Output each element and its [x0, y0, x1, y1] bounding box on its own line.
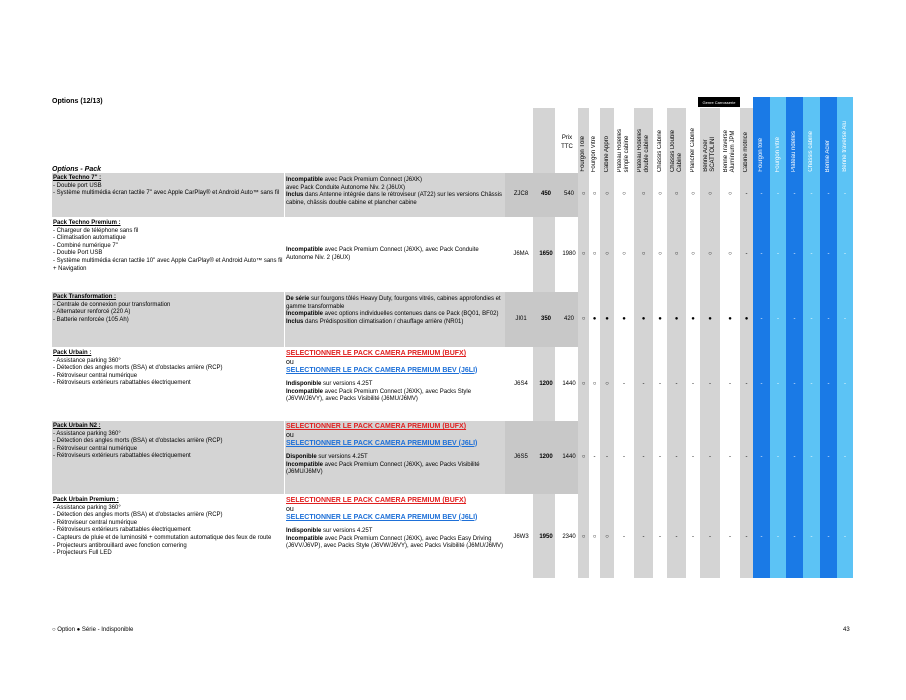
table-row [52, 218, 853, 292]
electric-availability-mark: - [844, 315, 846, 322]
electric-availability-mark: - [827, 533, 830, 540]
availability-mark: - [692, 533, 694, 540]
pack-item: - Détection des angles morts (BSA) et d'obstacles arrière (RCP) [53, 365, 223, 372]
price-ttc: 2340 [562, 533, 576, 540]
note-keyword: Incompatible [286, 388, 324, 395]
availability-mark: ● [658, 315, 662, 322]
pack-item: - Rétroviseurs extérieurs rabattables électriquement [53, 380, 191, 387]
availability-mark: ○ [581, 251, 586, 257]
availability-mark: - [745, 380, 748, 387]
availability-mark: ○ [605, 191, 609, 197]
availability-mark: - [745, 533, 748, 540]
column-header [653, 108, 667, 172]
electric-availability-mark: - [827, 191, 830, 197]
availability-mark: ○ [592, 380, 597, 387]
pack-item: - Projecteurs antibrouillard avec fonction cornering [53, 542, 187, 549]
select-pack-camera-bev-link[interactable]: SELECTIONNER LE PACK CAMERA PREMIUM BEV (J6LI) [286, 439, 478, 447]
price-ht: 450 [540, 191, 551, 197]
pack-item: - Projecteurs Full LED [53, 550, 112, 557]
electric-availability-mark: - [793, 533, 796, 540]
select-pack-camera-bev-link[interactable]: SELECTIONNER LE PACK CAMERA PREMIUM BEV (J6LI) [286, 513, 478, 521]
column-header [614, 108, 634, 172]
availability-mark: - [692, 380, 694, 387]
page-number: 43 [843, 627, 850, 633]
electric-availability-mark: - [760, 453, 763, 460]
availability-mark: ● [674, 315, 679, 322]
availability-mark: - [729, 533, 731, 540]
column-header [686, 108, 700, 172]
availability-mark: ○ [641, 191, 646, 197]
pack-item: - Alternateur renforcé (220 A) [53, 309, 131, 316]
price-ht: 350 [540, 315, 551, 322]
electric-availability-mark: - [810, 380, 813, 387]
legend: ○ Option ● Série - Indisponible [52, 627, 134, 633]
or-text: ou [286, 358, 294, 366]
availability-mark: - [692, 453, 694, 460]
availability-mark: ● [728, 315, 732, 322]
electric-availability-mark: - [844, 191, 846, 197]
note-line: Incompatible avec Pack Premium Connect (J6XK), avec Pack Conduite Autonome Niv. 2 (J6UX) [286, 247, 479, 261]
availability-mark: - [593, 453, 596, 460]
option-code: J6MA [513, 251, 529, 257]
electric-column-header-label: Benne Acier [825, 139, 831, 172]
pack-item: - Assistance parking 360° [53, 357, 121, 364]
availability-mark: - [745, 191, 748, 197]
availability-mark: ● [708, 315, 712, 322]
availability-mark: ○ [581, 315, 586, 322]
electric-availability-mark: - [844, 380, 846, 387]
electric-availability-mark: - [777, 533, 779, 540]
option-code: JI01 [515, 315, 527, 322]
electric-availability-mark: - [827, 315, 830, 322]
note-keyword: Incompatible [286, 535, 324, 542]
availability-mark: ○ [581, 533, 586, 540]
note-line: Incompatible avec Pack Premium Connect (J6XK), avec Packs Style (J6VW/J6VY), avec Packs Visibilité (J6MU/J6MV) [286, 388, 472, 403]
availability-mark: - [675, 533, 678, 540]
electric-availability-mark: - [827, 453, 830, 460]
electric-availability-mark: - [810, 191, 813, 197]
availability-mark: ○ [674, 251, 679, 257]
availability-mark: ○ [674, 191, 679, 197]
page-title: Options (12/13) [52, 98, 103, 105]
electric-availability-mark: - [793, 380, 796, 387]
column-header-label: Plateau Ridelles double cabine [636, 128, 650, 172]
electric-column-header-label: Plateau ridelles [791, 130, 797, 172]
availability-mark: ○ [581, 191, 586, 197]
electric-column-header-label: Benne traverse Alu [841, 121, 848, 172]
note-line: Disponible sur versions 4.25T [286, 454, 368, 460]
note-keyword: Indisponible [286, 381, 322, 387]
select-pack-camera-link[interactable]: SELECTIONNER LE PACK CAMERA PREMIUM (BUFX) [286, 497, 467, 504]
option-code: ZJC8 [513, 191, 529, 197]
electric-availability-mark: - [760, 533, 763, 540]
column-header [578, 108, 589, 172]
pack-item: - Capteurs de pluie et de luminosité + commutation automatique des feux de route [53, 534, 272, 541]
electric-availability-mark: - [777, 380, 779, 387]
note-keyword: Incompatible [286, 311, 324, 318]
price-ttc: 1440 [562, 380, 576, 387]
column-header-label: Cabine motrice [743, 131, 749, 172]
note-keyword: Incompatible [286, 461, 324, 468]
pack-item: - Rétroviseurs extérieurs rabattables électriquement [53, 453, 191, 460]
note-keyword: De série [286, 296, 310, 302]
header-prix-ttc: Prix TTC [561, 135, 573, 150]
note-keyword: Incompatible [286, 177, 324, 183]
availability-mark: ○ [605, 251, 609, 257]
pack-item: - Centrale de connexion pour transformation [53, 301, 171, 308]
pack-item: - Détection des angles morts (BSA) et d'obstacles arrière (RCP) [53, 438, 223, 445]
availability-mark: - [709, 533, 711, 540]
column-header [589, 108, 600, 172]
price-ttc: 540 [563, 191, 574, 197]
pack-name: Pack Urbain N2 : [53, 423, 101, 429]
electric-availability-mark: - [844, 533, 846, 540]
column-header [740, 108, 753, 172]
select-pack-camera-link[interactable]: SELECTIONNER LE PACK CAMERA PREMIUM (BUFX) [286, 350, 467, 357]
note-keyword: Indisponible [286, 528, 322, 534]
availability-mark: - [623, 380, 625, 387]
price-ttc: 1980 [562, 251, 576, 257]
availability-mark: ○ [691, 191, 695, 197]
pack-notes [285, 348, 505, 404]
select-pack-camera-link[interactable]: SELECTIONNER LE PACK CAMERA PREMIUM (BUFX) [286, 423, 467, 430]
electric-column-header-label: Fourgon vitré [774, 136, 781, 172]
pack-item: - Rétroviseur central numérique [53, 372, 138, 379]
pack-notes [285, 243, 505, 262]
availability-mark: ○ [622, 191, 626, 197]
pack-name: Pack Techno 7'' : [53, 175, 102, 181]
column-header-label: Châssis Double Cabine [669, 129, 683, 172]
price-ht: 1200 [539, 380, 553, 387]
electric-column-header [770, 108, 786, 172]
pack-description [52, 218, 284, 273]
or-text: ou [286, 431, 294, 439]
note-keyword: Incompatible [286, 247, 324, 253]
availability-mark: - [642, 453, 645, 460]
availability-mark: ○ [622, 251, 626, 257]
pack-item: - Système multimédia écran tactile 10'' avec Apple CarPlay® et Android Auto™ sans fil + Navigation [53, 257, 283, 272]
availability-mark: - [659, 533, 661, 540]
availability-mark: ○ [708, 251, 712, 257]
table-row [52, 173, 853, 217]
electric-column-header [753, 108, 770, 172]
electric-availability-mark: - [844, 251, 846, 257]
availability-mark: ○ [728, 251, 732, 257]
electric-availability-mark: - [760, 191, 763, 197]
column-header-label: Cabine Appro [603, 135, 610, 172]
price-ht: 1200 [539, 453, 553, 460]
column-header-label: Benne Traverse Aluminium JPM [723, 129, 736, 172]
column-header [667, 108, 686, 172]
price-ttc: 1440 [562, 453, 576, 460]
note-line: Incompatible avec options individuelles contenues dans ce Pack (BQ01, BF02) [286, 311, 499, 318]
electric-column-header-label: Fourgon tôlé [758, 138, 764, 172]
electric-availability-mark: - [810, 315, 813, 322]
column-header [700, 108, 720, 172]
electric-availability-mark: - [777, 191, 779, 197]
electric-availability-mark: - [793, 251, 796, 257]
pack-notes [285, 173, 505, 207]
availability-mark: ○ [592, 251, 597, 257]
availability-mark: ○ [605, 533, 609, 540]
availability-mark: ○ [641, 251, 646, 257]
note-line: Incompatible avec Pack Premium Connect (J6XK) [286, 177, 423, 183]
price-ttc: 420 [563, 315, 574, 322]
pack-item: - Double port USB [53, 182, 102, 189]
availability-mark: - [745, 453, 748, 460]
pack-name: Pack Urbain Premium : [53, 497, 119, 503]
availability-mark: ● [744, 315, 749, 322]
note-line: Incompatible avec Pack Premium Connect (J6XK), avec Packs Easy Driving (J6VV/J6VP), avec Packs Style (J6VW/J6VY), avec Packs Visibilité (J6MU/J6MV) [286, 535, 503, 550]
availability-mark: ○ [658, 191, 662, 197]
column-header-label: Plancher Cabine [689, 127, 696, 172]
availability-mark: ○ [658, 251, 662, 257]
note-line: Inclus dans Antenne intégrée dans le rétroviseur (AT22) sur les versions Châssis cabine, châssis double cabine et plancher cabine [286, 192, 502, 206]
note-keyword: Disponible [286, 454, 317, 460]
electric-availability-mark: - [827, 251, 830, 257]
pack-name: Pack Urbain : [53, 350, 92, 356]
pack-item: - Rétroviseurs extérieurs rabattables électriquement [53, 527, 191, 534]
availability-mark: ● [622, 315, 626, 322]
note-line: Incompatible avec Pack Premium Connect (J6XK), avec Packs Visibilité (J6MU/J6MV) [286, 461, 480, 476]
electric-column-header [820, 108, 837, 172]
column-header [634, 108, 653, 172]
select-pack-camera-bev-link[interactable]: SELECTIONNER LE PACK CAMERA PREMIUM BEV (J6LI) [286, 366, 478, 374]
availability-mark: - [642, 380, 645, 387]
option-code: J6W3 [513, 533, 529, 540]
table-row [52, 495, 853, 580]
pack-description [52, 421, 284, 461]
availability-mark: - [642, 533, 645, 540]
availability-mark: ● [592, 315, 597, 322]
note-keyword: Inclus [286, 318, 304, 325]
availability-mark: - [606, 453, 608, 460]
note-line: Inclus dans Prédisposition climatisation / chauffage arrière (NR01) [286, 318, 464, 325]
availability-mark: ○ [581, 453, 586, 460]
availability-mark: ● [641, 315, 646, 322]
availability-mark: ○ [592, 533, 597, 540]
pack-item: - Détection des angles morts (BSA) et d'obstacles arrière (RCP) [53, 512, 223, 519]
availability-mark: - [623, 453, 625, 460]
availability-mark: - [675, 380, 678, 387]
availability-mark: - [709, 380, 711, 387]
availability-mark: - [729, 453, 731, 460]
electric-availability-mark: - [810, 251, 813, 257]
electric-column-header-label: Châssis cabine [808, 131, 814, 172]
availability-mark: ○ [605, 380, 609, 387]
electric-availability-mark: - [777, 251, 779, 257]
genre-box: Genre Carrosserie [698, 97, 740, 107]
pack-name: Pack Transformation : [53, 294, 117, 300]
option-code: J6S4 [514, 380, 528, 387]
availability-mark: - [659, 453, 661, 460]
electric-availability-mark: - [844, 453, 846, 460]
column-header-label: Benne Acier SCATTOLINI [703, 137, 716, 172]
electric-availability-mark: - [793, 453, 796, 460]
availability-mark: - [729, 380, 731, 387]
pack-description [52, 348, 284, 388]
option-code: J6S5 [514, 453, 528, 460]
electric-availability-mark: - [793, 191, 796, 197]
table-row [52, 348, 853, 421]
pack-item: - Rétroviseur central numérique [53, 519, 138, 526]
electric-column-header [837, 108, 853, 172]
note-line: De série sur fourgons tôlés Heavy Duty, fourgons vitrés, cabines approfondies et gamme transformable [286, 296, 501, 310]
availability-mark: ○ [708, 191, 712, 197]
electric-availability-mark: - [760, 380, 763, 387]
availability-mark: ○ [592, 191, 597, 197]
pack-item: - Chargeur de téléphone sans fil [53, 227, 139, 234]
pack-notes [285, 421, 505, 477]
availability-mark: - [623, 533, 625, 540]
pack-item: - Assistance parking 360° [53, 504, 121, 511]
availability-mark: ● [691, 315, 695, 322]
availability-mark: ● [605, 315, 609, 322]
availability-mark: - [745, 251, 748, 257]
pack-notes [285, 495, 505, 551]
column-header-label: Fourgon Tôlé [580, 136, 586, 172]
price-ht: 1950 [539, 533, 553, 540]
or-text: ou [286, 505, 294, 513]
note-line: Indisponible sur versions 4.25T [286, 528, 373, 534]
column-header-label: Plateau Ridelles simple cabine [617, 128, 630, 172]
pack-item: - Double Port USB [53, 250, 103, 257]
table-row [52, 292, 853, 347]
pack-notes [285, 292, 505, 326]
pack-description [52, 495, 284, 558]
electric-availability-mark: - [760, 251, 763, 257]
note-line: avec Pack Conduite Autonome Niv. 2 (J6UX) [286, 184, 405, 191]
section-title: Options - Pack [52, 166, 102, 173]
column-header-label: Châssis Cabine [656, 129, 663, 172]
pack-description [52, 292, 284, 324]
availability-mark: - [659, 380, 661, 387]
availability-mark: - [675, 453, 678, 460]
pack-item: - Assistance parking 360° [53, 430, 121, 437]
column-header-label: Fourgon Vitré [591, 135, 597, 172]
pack-item: - Système multimédia écran tactile 7'' avec Apple CarPlay® et Android Auto™ sans fil [53, 190, 280, 197]
pack-item: - Climatisation automatique [53, 235, 126, 242]
electric-availability-mark: - [810, 533, 813, 540]
electric-availability-mark: - [827, 380, 830, 387]
price-ht: 1650 [539, 251, 553, 257]
pack-name: Pack Techno Premium : [53, 220, 121, 226]
electric-availability-mark: - [760, 315, 763, 322]
column-header [600, 108, 614, 172]
availability-mark: ○ [581, 380, 586, 387]
availability-mark: - [709, 453, 711, 460]
table-row [52, 421, 853, 494]
availability-mark: ○ [728, 191, 732, 197]
availability-mark: ○ [691, 251, 695, 257]
pack-description [52, 173, 284, 198]
note-line: Indisponible sur versions 4.25T [286, 381, 373, 387]
pack-item: - Batterie renforcée (105 Ah) [53, 316, 129, 323]
electric-column-header [786, 108, 803, 172]
electric-availability-mark: - [777, 453, 779, 460]
column-header [720, 108, 740, 172]
electric-availability-mark: - [810, 453, 813, 460]
electric-availability-mark: - [793, 315, 796, 322]
electric-column-header [803, 108, 820, 172]
note-keyword: Inclus [286, 192, 304, 199]
pack-item: - Rétroviseur central numérique [53, 445, 138, 452]
pack-item: - Combiné numérique 7'' [53, 242, 118, 249]
electric-availability-mark: - [777, 315, 779, 322]
